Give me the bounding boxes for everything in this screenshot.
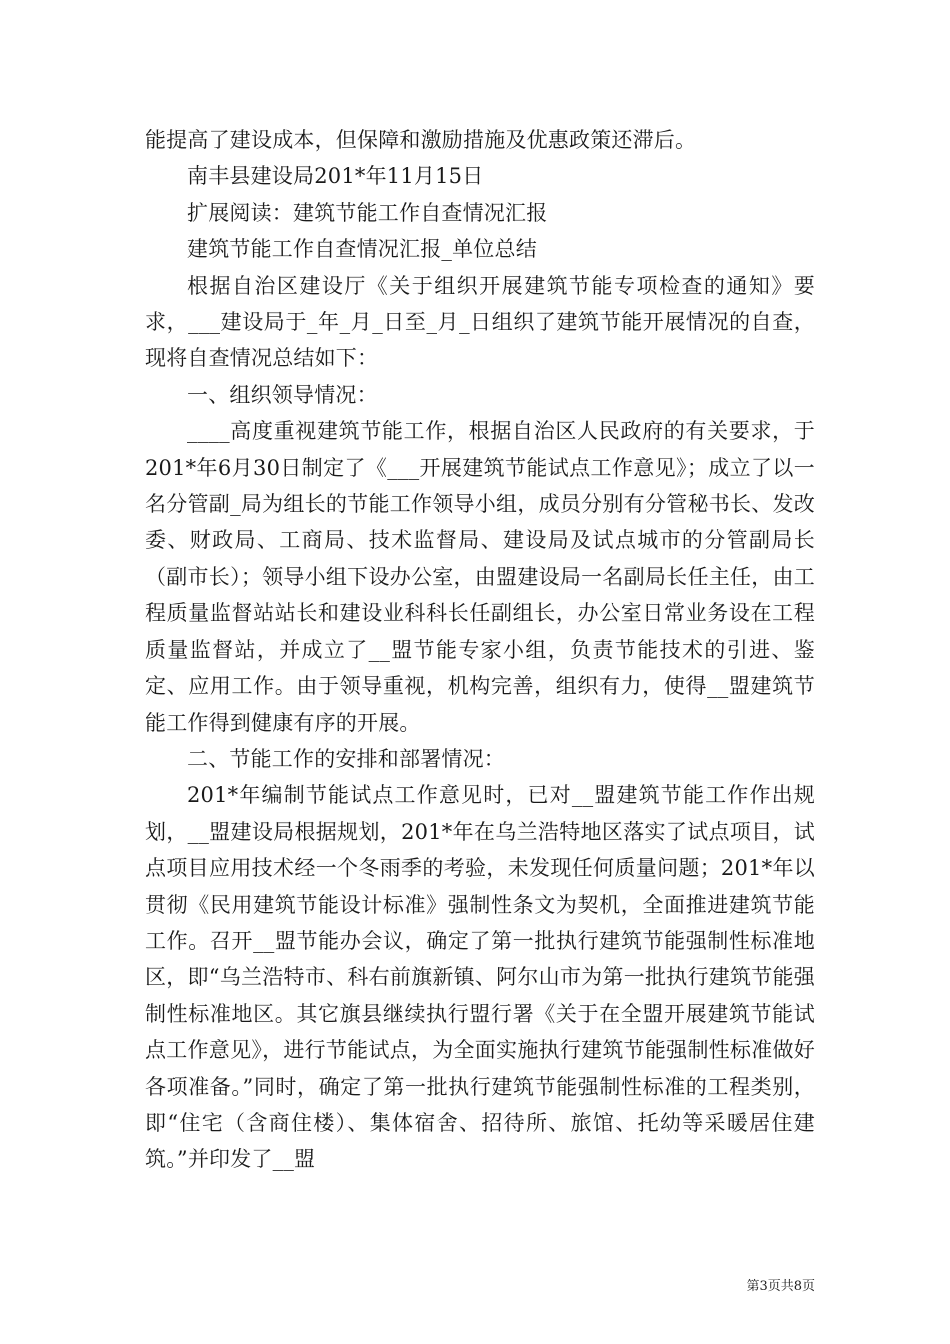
- paragraph-extended-reading: 扩展阅读：建筑节能工作自查情况汇报: [187, 200, 548, 225]
- paragraph-organization: ____高度重视建筑节能工作，根据自治区人民政府的有关要求，于201*年6月30日制定了《___开展建筑节能试点工作意见》；成立了以一名分管副_局为组长的节能工作领导小组，成员分别有分管秘书长、发改委、财政局、工商局、技术监督局、建设局及试点城市的分管副局长（副市长）；领导小组下设办公室，由盟建设局一名副局长任主任，由工程质量监督站站长和建设业科科长任副组长，办公室日常业务设在工程质量监督站，并成立了__盟节能专家小组，负责节能技术的引进、鉴定、应用工作。由于领导重视，机构完善，组织有力，使得__盟建筑节能工作得到健康有序的开展。: [145, 419, 815, 735]
- paragraph-continuation: 能提高了建设成本，但保障和激励措施及优惠政策还滞后。: [145, 128, 697, 152]
- paragraph-intro: 根据自治区建设厅《关于组织开展建筑节能专项检查的通知》要求，___建设局于_年_月_日至_月_日组织了建筑节能开展情况的自查，现将自查情况总结如下：: [145, 273, 815, 371]
- page-number-footer: 第3页共8页: [746, 1279, 815, 1294]
- paragraph-arrangement: 201*年编制节能试点工作意见时，已对__盟建筑节能工作作出规划，__盟建设局根据规划，201*年在乌兰浩特地区落实了试点项目，试点项目应用技术经一个冬雨季的考验，未发现任何质量问题；201*年以贯彻《民用建筑节能设计标准》强制性条文为契机，全面推进建筑节能工作。召开__盟节能办会议，确定了第一批执行建筑节能强制性标准地区，即“乌兰浩特市、科右前旗新镇、阿尔山市为第一批执行建筑节能强制性标准地区。其它旗县继续执行盟行署《关于在全盟开展建筑节能试点工作意见》，进行节能试点，为全面实施执行建筑节能强制性标准做好各项准备。”同时，确定了第一批执行建筑节能强制性标准的工程类别，即“住宅（含商住楼）、集体宿舍、招待所、旅馆、托幼等采暖居住建筑。”并印发了__盟: [145, 783, 815, 1172]
- document-body: [145, 122, 815, 1178]
- section-heading-organization: 一、组织领导情况：: [187, 382, 378, 407]
- section-heading-arrangement: 二、节能工作的安排和部署情况：: [187, 746, 505, 771]
- paragraph-report-title: 建筑节能工作自查情况汇报_单位总结: [187, 237, 537, 262]
- paragraph-signature-date: 南丰县建设局201*年11月15日: [187, 164, 484, 189]
